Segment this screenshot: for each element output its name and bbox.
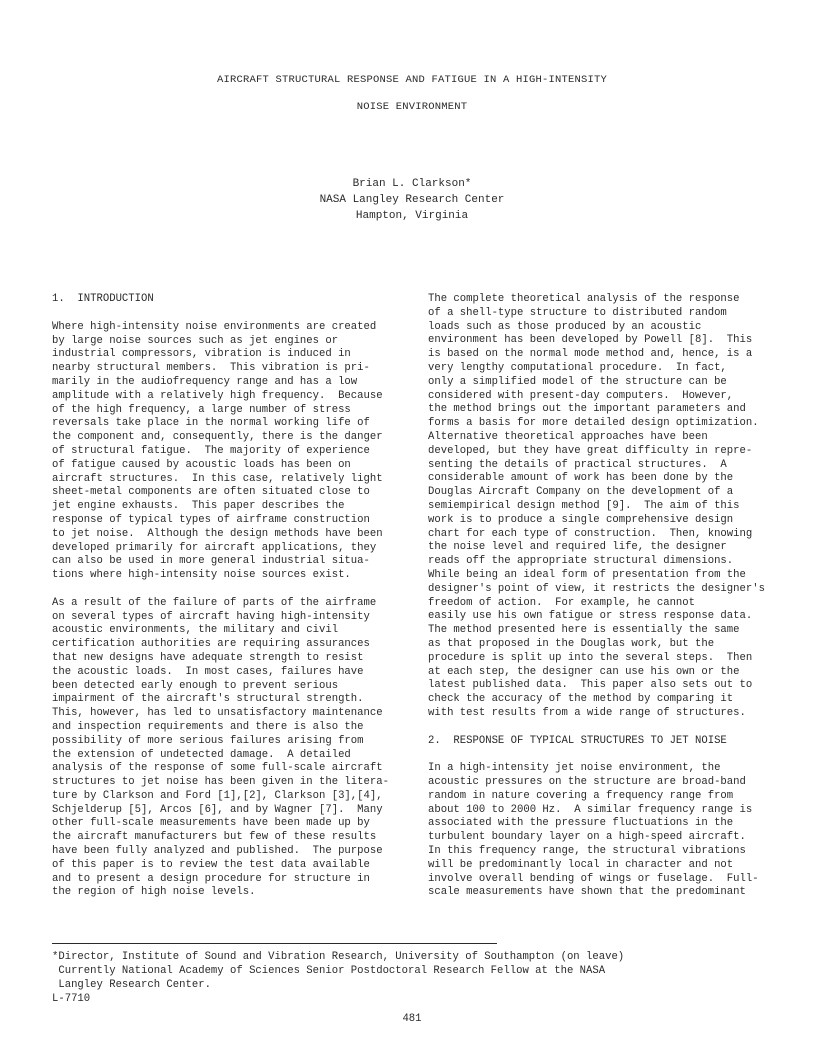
- text-line: and to present a design procedure for structure in: [52, 872, 370, 885]
- text-line: as that proposed in the Douglas work, but the: [428, 637, 715, 650]
- text-line: possibility of more serious failures arising from: [52, 734, 364, 747]
- text-line: In a high-intensity jet noise environment, the: [428, 762, 721, 775]
- text-line: certification authorities are requiring assurances: [52, 638, 370, 651]
- text-line: will be predominantly local in character and not: [428, 858, 734, 871]
- author-block: [0, 176, 824, 224]
- paragraph: [428, 293, 776, 721]
- text-line: marily in the audiofrequency range and has a low: [52, 375, 358, 388]
- section-heading-introduction: 1. INTRODUCTION: [52, 293, 154, 305]
- paper-title-line-1: AIRCRAFT STRUCTURAL RESPONSE AND FATIGUE IN A HIGH-INTENSITY: [216, 74, 608, 86]
- text-line: have been fully analyzed and published. The purpose: [52, 845, 383, 858]
- text-line: structures to jet noise has been given in the litera-: [52, 776, 389, 789]
- text-line: of fatigue caused by acoustic loads has been on: [52, 458, 351, 471]
- text-line: of structural fatigue. The majority of experience: [52, 444, 370, 457]
- text-line: easily use his own fatigue or stress response data.: [428, 610, 753, 623]
- text-line: environment has been developed by Powell [8]. This: [428, 334, 753, 347]
- text-line: about 100 to 2000 Hz. A similar frequency range is: [428, 803, 753, 816]
- text-line: senting the details of practical structures. A: [428, 458, 727, 471]
- text-line: While being an ideal form of presentation from the: [428, 568, 746, 581]
- footnote-line: Langley Research Center.: [52, 979, 211, 991]
- text-line: aircraft structures. In this case, relatively light: [52, 472, 383, 485]
- paragraph: [52, 597, 404, 901]
- text-line: loads such as those produced by an acoustic: [428, 320, 702, 333]
- footnote: [52, 950, 624, 992]
- text-line: random in nature covering a frequency range from: [428, 789, 734, 802]
- text-line: Where high-intensity noise environments are created: [52, 320, 377, 333]
- text-line: response of typical types of airframe construction: [52, 513, 370, 526]
- text-line: with test results from a wide range of structures.: [428, 706, 746, 719]
- text-line: ture by Clarkson and Ford [1],[2], Clarkson [3],[4],: [52, 789, 383, 802]
- text-line: acoustic pressures on the structure are broad-band: [428, 776, 746, 789]
- text-line: impairment of the aircraft's structural strength.: [52, 693, 364, 706]
- footnote-line: Currently National Academy of Sciences Senior Postdoctoral Research Fellow at the NASA: [52, 965, 606, 977]
- text-line: forms a basis for more detailed design optimization.: [428, 417, 759, 430]
- text-line: The complete theoretical analysis of the response: [428, 293, 740, 305]
- text-line: semiempirical design method [9]. The aim of this: [428, 499, 740, 512]
- text-line: of this paper is to review the test data available: [52, 858, 370, 871]
- paragraph: [52, 321, 404, 583]
- text-line: reversals take place in the normal working life of: [52, 417, 370, 430]
- text-line: very lengthy computational procedure. In fact,: [428, 361, 727, 374]
- text-line: Schjelderup [5], Arcos [6], and by Wagner [7]. Many: [52, 803, 383, 816]
- text-line: of a shell-type structure to distributed random: [428, 306, 727, 319]
- text-line: The method presented here is essentially the same: [428, 624, 740, 637]
- text-line: other full-scale measurements have been made up by: [52, 817, 370, 830]
- paper-title-line-2: NOISE ENVIRONMENT: [356, 101, 468, 113]
- text-line: on several types of aircraft having high-intensity: [52, 610, 370, 623]
- text-line: only a simplified model of the structure can be: [428, 375, 727, 388]
- text-line: the noise level and required life, the designer: [428, 541, 727, 554]
- text-line: the acoustic loads. In most cases, failures have: [52, 665, 364, 678]
- text-line: the aircraft manufacturers but few of these results: [52, 831, 377, 844]
- text-line: to jet noise. Although the design methods have been: [52, 527, 383, 540]
- footnote-line: *Director, Institute of Sound and Vibration Research, University of Southampton (on leave): [52, 951, 625, 963]
- text-line: turbulent boundary layer on a high-speed aircraft.: [428, 831, 746, 844]
- text-line: the method brings out the important parameters and: [428, 403, 746, 416]
- text-line: procedure is split up into the several steps. Then: [428, 651, 753, 664]
- text-line: been detected early enough to prevent serious: [52, 679, 339, 692]
- author-location: Hampton, Virginia: [355, 210, 469, 222]
- text-line: associated with the pressure fluctuations in the: [428, 817, 734, 830]
- text-line: In this frequency range, the structural vibrations: [428, 845, 746, 858]
- text-line: analysis of the response of some full-scale aircraft: [52, 762, 383, 775]
- text-line: work is to produce a single comprehensive design: [428, 513, 734, 526]
- text-line: reads off the appropriate structural dimensions.: [428, 555, 734, 568]
- text-line: of the high frequency, a large number of stress: [52, 403, 351, 416]
- text-line: is based on the normal mode method and, hence, is a: [428, 348, 753, 361]
- text-line: tions where high-intensity noise sources exist.: [52, 569, 351, 582]
- text-line: nearby structural members. This vibration is pri-: [52, 362, 370, 375]
- text-line: check the accuracy of the method by comparing it: [428, 693, 734, 706]
- text-line: can also be used in more general industrial situa-: [52, 555, 370, 568]
- text-line: As a result of the failure of parts of the airframe: [52, 596, 377, 609]
- text-line: developed primarily for aircraft applications, they: [52, 541, 377, 554]
- text-line: involve overall bending of wings or fuselage. Full-: [428, 872, 759, 885]
- text-line: the component and, consequently, there is the danger: [52, 431, 383, 444]
- text-line: considerable amount of work has been done by the: [428, 472, 734, 485]
- text-line: designer's point of view, it restricts the designer's: [428, 582, 765, 595]
- text-line: by large noise sources such as jet engines or: [52, 334, 339, 347]
- text-line: and inspection requirements and there is also the: [52, 720, 364, 733]
- text-line: that new designs have adequate strength to resist: [52, 651, 364, 664]
- section-heading-response: 2. RESPONSE OF TYPICAL STRUCTURES TO JET NOISE: [428, 734, 727, 747]
- text-line: freedom of action. For example, he cannot: [428, 596, 696, 609]
- text-line: jet engine exhausts. This paper describes the: [52, 500, 345, 513]
- text-line: chart for each type of construction. Then, knowing: [428, 527, 753, 540]
- text-line: industrial compressors, vibration is induced in: [52, 348, 351, 361]
- text-line: amplitude with a relatively high frequency. Because: [52, 389, 383, 402]
- text-line: the region of high noise levels.: [52, 886, 256, 899]
- text-line: acoustic environments, the military and civil: [52, 624, 339, 637]
- text-line: sheet-metal components are often situated close to: [52, 486, 370, 499]
- text-line: at each step, the designer can use his own or the: [428, 665, 740, 678]
- page-number: 481: [402, 1013, 422, 1025]
- paragraph: [428, 762, 776, 900]
- text-line: latest published data. This paper also sets out to: [428, 679, 753, 692]
- left-column: [52, 293, 404, 914]
- text-line: Douglas Aircraft Company on the development of a: [428, 486, 734, 499]
- text-line: This, however, has led to unsatisfactory maintenance: [52, 707, 383, 720]
- text-line: Alternative theoretical approaches have been: [428, 430, 708, 443]
- right-column: [428, 293, 776, 914]
- author-name: Brian L. Clarkson*: [352, 178, 472, 190]
- report-number: L-7710: [52, 993, 91, 1005]
- author-affiliation: NASA Langley Research Center: [319, 194, 505, 206]
- text-line: the extension of undetected damage. A detailed: [52, 748, 351, 761]
- text-line: developed, but they have great difficulty in repre-: [428, 444, 753, 457]
- text-line: scale measurements have shown that the predominant: [428, 886, 746, 899]
- footnote-divider: [52, 943, 497, 944]
- text-line: considered with present-day computers. However,: [428, 389, 734, 402]
